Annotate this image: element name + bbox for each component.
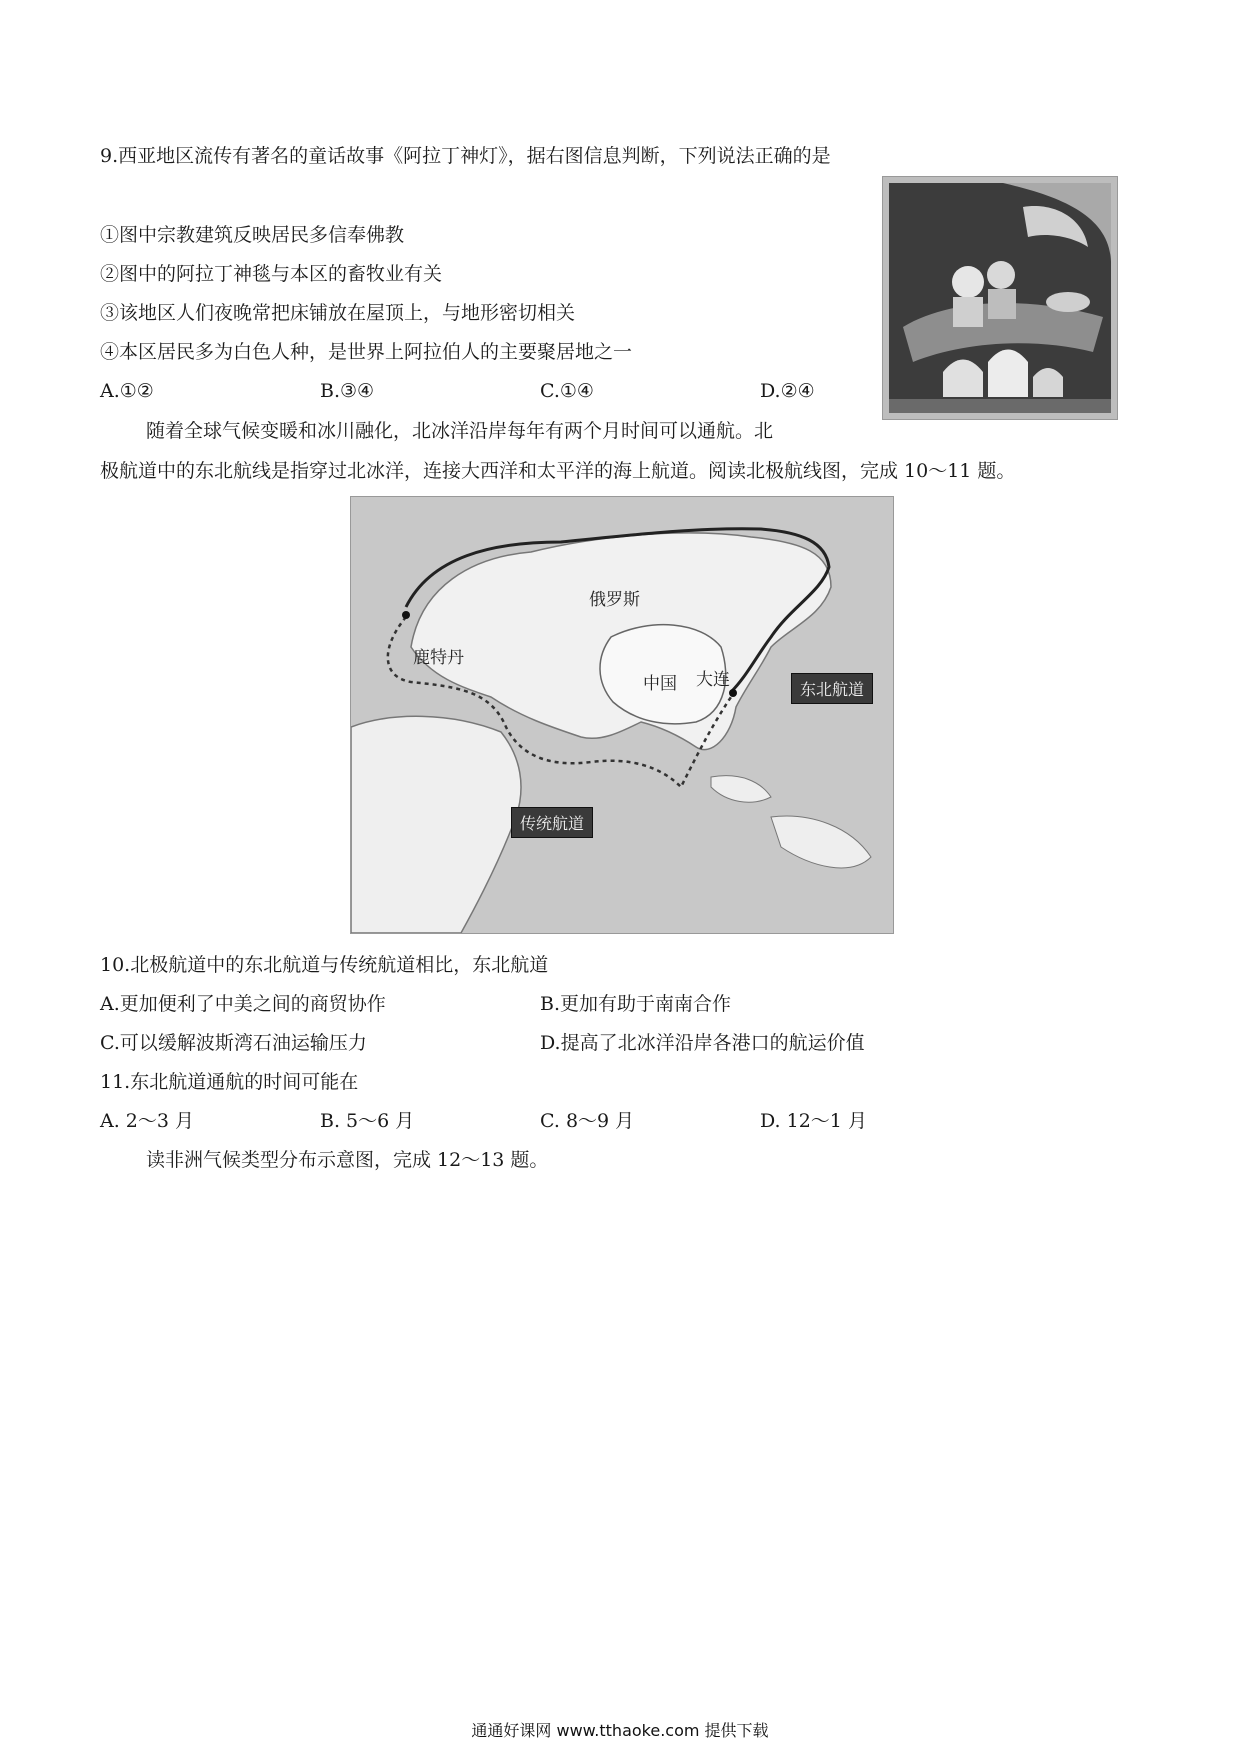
map-tag-traditional-route: 传统航道 [511,807,593,838]
map-label-china: 中国 [643,674,677,694]
q10-option-a: A.更加便利了中美之间的商贸协作 [100,993,386,1015]
map-label-dalian: 大连 [696,670,730,690]
q10-stem: 10.北极航道中的东北航道与传统航道相比，东北航道 [100,954,549,976]
arctic-route-map-graphic [351,497,893,933]
q10-option-d: D.提高了北冰洋沿岸各港口的航运价值 [540,1032,865,1054]
q9-statement-3: ③该地区人们夜晚常把床铺放在屋顶上，与地形密切相关 [100,302,576,324]
q9-option-d: D.②④ [760,380,815,402]
q10-option-b: B.更加有助于南南合作 [540,993,732,1015]
q9-option-a: A.①② [100,380,154,402]
q9-option-b: B.③④ [320,380,375,402]
q9-statement-1: ①图中宗教建筑反映居民多信奉佛教 [100,224,405,246]
arctic-route-map [350,496,894,934]
q11-stem: 11.东北航道通航的时间可能在 [100,1071,359,1093]
q9-statement-2: ②图中的阿拉丁神毯与本区的畜牧业有关 [100,263,443,285]
aladdin-illustration [882,176,1118,420]
q9-stem: 9.西亚地区流传有著名的童话故事《阿拉丁神灯》，据右图信息判断，下列说法正确的是 [100,145,831,167]
q11-option-d: D. 12～1 月 [760,1110,867,1132]
q11-option-c: C. 8～9 月 [540,1110,635,1132]
map-tag-northeast-route: 东北航道 [791,673,873,704]
passage-line-2: 极航道中的东北航线是指穿过北冰洋，连接大西洋和太平洋的海上航道。阅读北极航线图，完成 10～11 题。 [100,460,1016,482]
passage-line-1: 随着全球气候变暖和冰川融化，北冰洋沿岸每年有两个月时间可以通航。北 [146,420,774,442]
q9-statement-4: ④本区居民多为白色人种，是世界上阿拉伯人的主要聚居地之一 [100,341,633,363]
aladdin-illustration-graphic [883,177,1117,419]
q10-option-c: C.可以缓解波斯湾石油运输压力 [100,1032,367,1054]
q11-option-b: B. 5～6 月 [320,1110,415,1132]
footer-source: 通通好课网 www.tthaoke.com 提供下载 [471,1721,769,1740]
next-section-intro: 读非洲气候类型分布示意图，完成 12～13 题。 [146,1149,549,1171]
map-label-russia: 俄罗斯 [589,590,640,610]
q9-option-c: C.①④ [540,380,594,402]
map-label-rotterdam: 鹿特丹 [413,648,464,668]
q11-option-a: A. 2～3 月 [100,1110,195,1132]
